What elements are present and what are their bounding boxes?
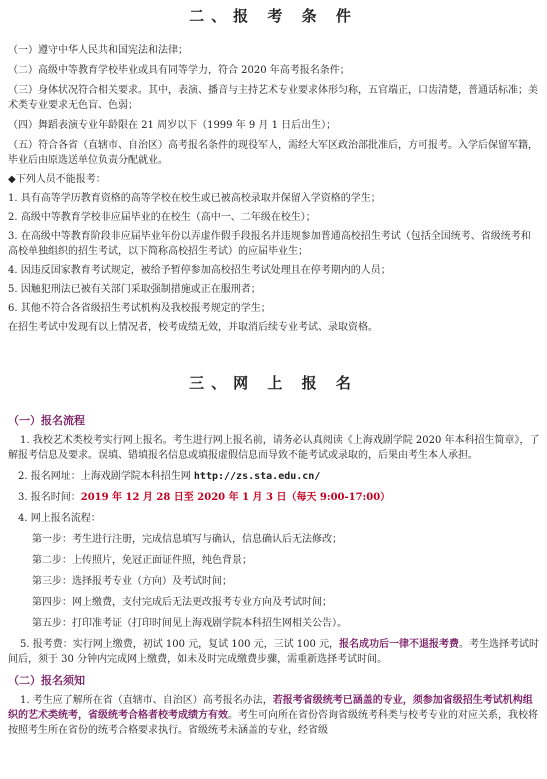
time-value: 2019 年 12 月 28 日至 2020 年 1 月 3 日（每天 9:00-17:00）: [80, 492, 391, 503]
registration-website: [8, 469, 540, 484]
registration-note-1: [8, 693, 540, 738]
section-2-body: [8, 43, 540, 335]
note1-after: 。考生可向所在省份咨询省级统考科类与校考专业的对应关系，我校将按照考生所在省份的统考合格要求执行。省级统考未涵盖的专业，经省级: [8, 710, 538, 736]
section-3-title: 三、网 上 报 名: [189, 374, 358, 392]
condition-2: （二）高级中等教育学校毕业或具有同等学力，符合 2020 年高考报名条件；: [8, 65, 350, 76]
exclusion-6: 6. 其他不符合各省级招生考试机构及我校报考规定的学生；: [8, 303, 271, 314]
website-link[interactable]: http://zs.sta.edu.cn/: [193, 471, 321, 482]
step-5: 第五步：打印准考证（打印时间见上海戏剧学院本科招生网相关公告）。: [32, 618, 347, 629]
exclusion-1: 1. 具有高等学历教育资格的高等学校在校生或已被高校录取并保留入学资格的学生；: [8, 193, 381, 204]
registration-fee: [8, 637, 540, 667]
note1-before: 1. 考生应了解所在省（直辖市、自治区）高考报名办法，: [20, 695, 273, 706]
exclusion-heading: ◆下列人员不能报考：: [8, 174, 106, 185]
exclusion-4: 4. 因违反国家教育考试规定，被给予暂停参加高校招生考试处理且在停考期内的人员；: [8, 265, 391, 276]
step-4: 第四步：网上缴费，支付完成后无法更改报考专业方向及考试时间；: [32, 597, 332, 608]
exclusion-2: 2. 高级中等教育学校非应届毕业的在校生（高中一、二年级在校生）；: [8, 212, 316, 223]
registration-intro: 1. 我校艺术类校考实行网上报名。考生进行网上报名前，请务必认真阅读《上海戏剧学院 2020 年本科招生简章》，了解报考信息及要求。误填、错填报名信息或填报虚假信息而导致不能考试或录取的，后果由考生本人承担。: [8, 435, 540, 461]
step-3: 第三步：选择报考专业（方向）及考试时间；: [32, 576, 232, 587]
time-label: 3. 报名时间：: [18, 492, 81, 503]
condition-1: （一）遵守中华人民共和国宪法和法律；: [8, 45, 188, 56]
step-1: 第一步：考生进行注册，完成信息填写与确认，信息确认后无法修改；: [32, 534, 342, 545]
condition-3: （三）身体状况符合相关要求。其中，表演、播音与主持艺术专业要求体形匀称，五官端正，口齿清楚，普通话标准；美术类专业要求无色盲、色弱；: [8, 85, 538, 111]
fee-after: 。考生选择考试时间后，须于 30 分钟内完成网上缴费，如未及时完成缴费步骤，需重新选择考试时间。: [8, 639, 540, 665]
section-2-title: 二、报 考 条 件: [189, 7, 358, 25]
website-label: 2. 报名网址：上海戏剧学院本科招生网: [18, 471, 194, 482]
registration-notes-heading: （二）报名须知: [8, 674, 85, 687]
section-3-body: [8, 413, 540, 738]
step-2: 第二步：上传照片，免冠正面证件照，纯色背景；: [32, 555, 252, 566]
process-label: 4. 网上报名流程：: [18, 513, 101, 524]
exclusion-closing: 在招生考试中发现有以上情况者，校考成绩无效，并取消后续专业考试、录取资格。: [8, 322, 378, 333]
exclusion-5: 5. 因触犯刑法已被有关部门采取强制措施或正在服刑者；: [8, 284, 261, 295]
condition-5: （五）符合各省（直辖市、自治区）高考报名条件的现役军人，需经大军区政治部批准后，方可报考。入学后保留军籍，毕业后由原选送单位负责分配就业。: [8, 140, 538, 166]
exclusion-3: 3. 在高级中等教育阶段非应届毕业年份以弄虚作假手段报名并违规参加普通高校招生考试（包括全国统考、省级统考和高校单独组织的招生考试，以下简称高校招生考试）的应届毕业生；: [8, 231, 531, 257]
fee-before: 5. 报考费：实行网上缴费，初试 100 元，复试 100 元，三试 100 元，: [20, 639, 340, 650]
note1-highlight: 若报考省级统考已涵盖的专业，须参加省级招生考试机构组织的艺术类统考，省级统考合格者校考成绩方有效: [8, 695, 533, 721]
fee-highlight: 报名成功后一律不退报考费: [339, 639, 460, 650]
condition-4: （四）舞蹈表演专业年龄限在 21 周岁以下（1999 年 9 月 1 日后出生）；: [8, 120, 337, 131]
registration-time: [8, 490, 540, 505]
registration-process-heading: （一）报名流程: [8, 414, 85, 427]
